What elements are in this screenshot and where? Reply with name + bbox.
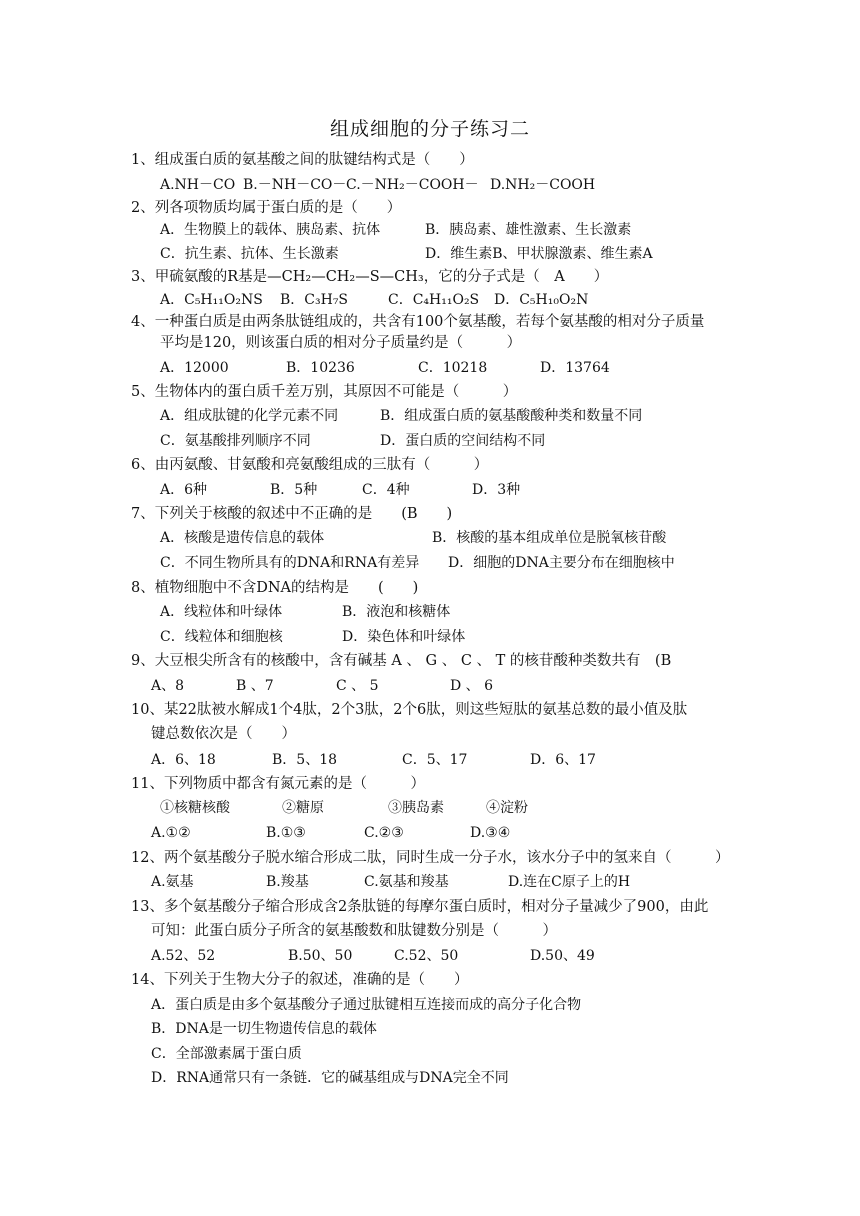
question-6-option-d: D．3种 <box>472 482 521 498</box>
question-8-stem: 8、植物细胞中不含DNA的结构是 ( ) <box>131 580 419 596</box>
question-9-option-d: D 、 6 <box>450 678 494 694</box>
question-2-option-d: D．维生素B、甲状腺激素、维生素A <box>425 246 653 262</box>
page-title: 组成细胞的分子练习二 <box>329 118 530 140</box>
question-13-stem-cont: 可知：此蛋白质分子所含的氨基酸数和肽键数分别是（ ） <box>151 923 557 939</box>
question-4-stem: 4、一种蛋白质是由两条肽链组成的，共含有100个氨基酸，若每个氨基酸的相对分子质量 <box>131 314 705 330</box>
question-4-option-c: C．10218 <box>418 360 488 376</box>
question-4-option-d: D．13764 <box>540 360 610 376</box>
question-3-stem: 3、甲硫氨酸的R基是—CH₂—CH₂—S—CH₃，它的分子式是（ A ） <box>131 269 609 285</box>
question-12-option-d: D.连在C原子上的H <box>508 874 631 890</box>
question-8-option-c: C．线粒体和细胞核 <box>160 629 283 645</box>
question-7-stem: 7、下列关于核酸的叙述中不正确的是 (B ) <box>131 506 453 522</box>
question-6-option-b: B．5种 <box>270 482 318 498</box>
question-3-option-a: A．C₅H₁₁O₂NS <box>160 292 263 308</box>
question-10-option-a: A．6、18 <box>151 752 216 768</box>
question-10-option-c: C．5、17 <box>402 752 468 768</box>
question-4-option-b: B．10236 <box>286 360 355 376</box>
question-2-option-a: A．生物膜上的载体、胰岛素、抗体 <box>160 222 381 238</box>
question-8-option-b: B．液泡和核糖体 <box>342 604 451 620</box>
question-9-option-a: A、8 <box>151 678 185 694</box>
question-7-option-c: C．不同生物所具有的DNA和RNA有差异 <box>160 555 420 571</box>
question-11-item-2: ②糖原 <box>282 800 324 816</box>
question-12-option-b: B.羧基 <box>266 874 309 890</box>
question-6-option-c: C．4种 <box>362 482 410 498</box>
question-4-option-a: A．12000 <box>160 360 229 376</box>
question-5-option-c: C．氨基酸排列顺序不同 <box>160 433 311 449</box>
question-5-option-d: D．蛋白质的空间结构不同 <box>380 433 546 449</box>
question-11-item-3: ③胰岛素 <box>388 800 444 816</box>
question-1-option-a: A.NH－CO <box>160 177 236 193</box>
question-2-option-c: C．抗生素、抗体、生长激素 <box>160 246 339 262</box>
question-10-stem: 10、某22肽被水解成1个4肽，2个3肽，2个6肽，则这些短肽的氨基总数的最小值及肽 <box>131 702 688 718</box>
question-11-stem: 11、下列物质中都含有氮元素的是（ ） <box>131 776 425 792</box>
question-14-option-d: D．RNA通常只有一条链．它的碱基组成与DNA完全不同 <box>151 1070 509 1086</box>
question-14-stem: 14、下列关于生物大分子的叙述，准确的是（ ） <box>131 972 469 988</box>
question-13-stem: 13、多个氨基酸分子缩合形成含2条肽链的每摩尔蛋白质时，相对分子量减少了900，由此 <box>131 899 709 915</box>
question-1-stem: 1、组成蛋白质的氨基酸之间的肽键结构式是（ ） <box>131 152 474 168</box>
question-1-option-c: C.－NH₂－COOH－ <box>346 177 479 193</box>
question-11-option-c: C.②③ <box>364 825 404 841</box>
question-10-option-d: D．6、17 <box>530 752 596 768</box>
question-14-option-a: A．蛋白质是由多个氨基酸分子通过肽键相互连接而成的高分子化合物 <box>151 997 582 1013</box>
question-7-option-d: D．细胞的DNA主要分布在细胞核中 <box>448 555 675 571</box>
question-3-option-d: D．C₅H₁₀O₂N <box>494 292 589 308</box>
question-9-stem: 9、大豆根尖所含有的核酸中，含有碱基 A 、 G 、 C 、 T 的核苷酸种类数共有 (B <box>131 653 672 669</box>
question-8-option-a: A．线粒体和叶绿体 <box>160 604 283 620</box>
question-4-stem-cont: 平均是120，则该蛋白质的相对分子质量约是（ ） <box>160 335 522 351</box>
question-14-option-b: B．DNA是一切生物遗传信息的载体 <box>151 1021 377 1037</box>
question-10-option-b: B．5、18 <box>272 752 338 768</box>
question-11-item-4: ④淀粉 <box>486 800 528 816</box>
question-9-option-b: B 、7 <box>236 678 274 694</box>
question-3-option-c: C．C₄H₁₁O₂S <box>388 292 480 308</box>
question-13-option-c: C.52、50 <box>394 948 459 964</box>
question-12-option-c: C.氨基和羧基 <box>364 874 449 890</box>
question-5-option-a: A．组成肽键的化学元素不同 <box>160 408 339 424</box>
question-11-option-b: B.①③ <box>266 825 306 841</box>
question-13-option-a: A.52、52 <box>151 948 216 964</box>
question-7-option-b: B．核酸的基本组成单位是脱氧核苷酸 <box>432 530 667 546</box>
question-7-option-a: A．核酸是遗传信息的载体 <box>160 530 325 546</box>
question-11-item-1: ①核糖核酸 <box>160 800 230 816</box>
question-14-option-c: C．全部激素属于蛋白质 <box>151 1046 302 1062</box>
question-10-stem-cont: 键总数依次是（ ） <box>151 726 296 742</box>
question-6-option-a: A．6种 <box>160 482 208 498</box>
question-3-option-b: B．C₃H₇S <box>280 292 349 308</box>
question-1-option-b: B.－NH－CO－ <box>243 177 347 193</box>
question-6-stem: 6、由丙氨酸、甘氨酸和亮氨酸组成的三肽有（ ） <box>131 457 489 473</box>
question-1-option-d: D.NH₂－COOH <box>490 177 596 193</box>
question-5-option-b: B．组成蛋白质的氨基酸酸种类和数量不同 <box>380 408 643 424</box>
question-12-option-a: A.氨基 <box>151 874 194 890</box>
question-11-option-d: D.③④ <box>470 825 511 841</box>
question-2-stem: 2、列各项物质均属于蛋白质的是（ ） <box>131 200 402 216</box>
question-11-option-a: A.①② <box>151 825 191 841</box>
question-2-option-b: B．胰岛素、雄性激素、生长激素 <box>425 222 632 238</box>
question-13-option-b: B.50、50 <box>288 948 353 964</box>
question-5-stem: 5、生物体内的蛋白质千差万别，其原因不可能是（ ） <box>131 384 518 400</box>
question-12-stem: 12、两个氨基酸分子脱水缩合形成二肽，同时生成一分子水，该水分子中的氢来自（ ） <box>131 850 730 866</box>
question-8-option-d: D．染色体和叶绿体 <box>342 629 466 645</box>
question-13-option-d: D.50、49 <box>530 948 595 964</box>
question-9-option-c: C 、 5 <box>336 678 379 694</box>
